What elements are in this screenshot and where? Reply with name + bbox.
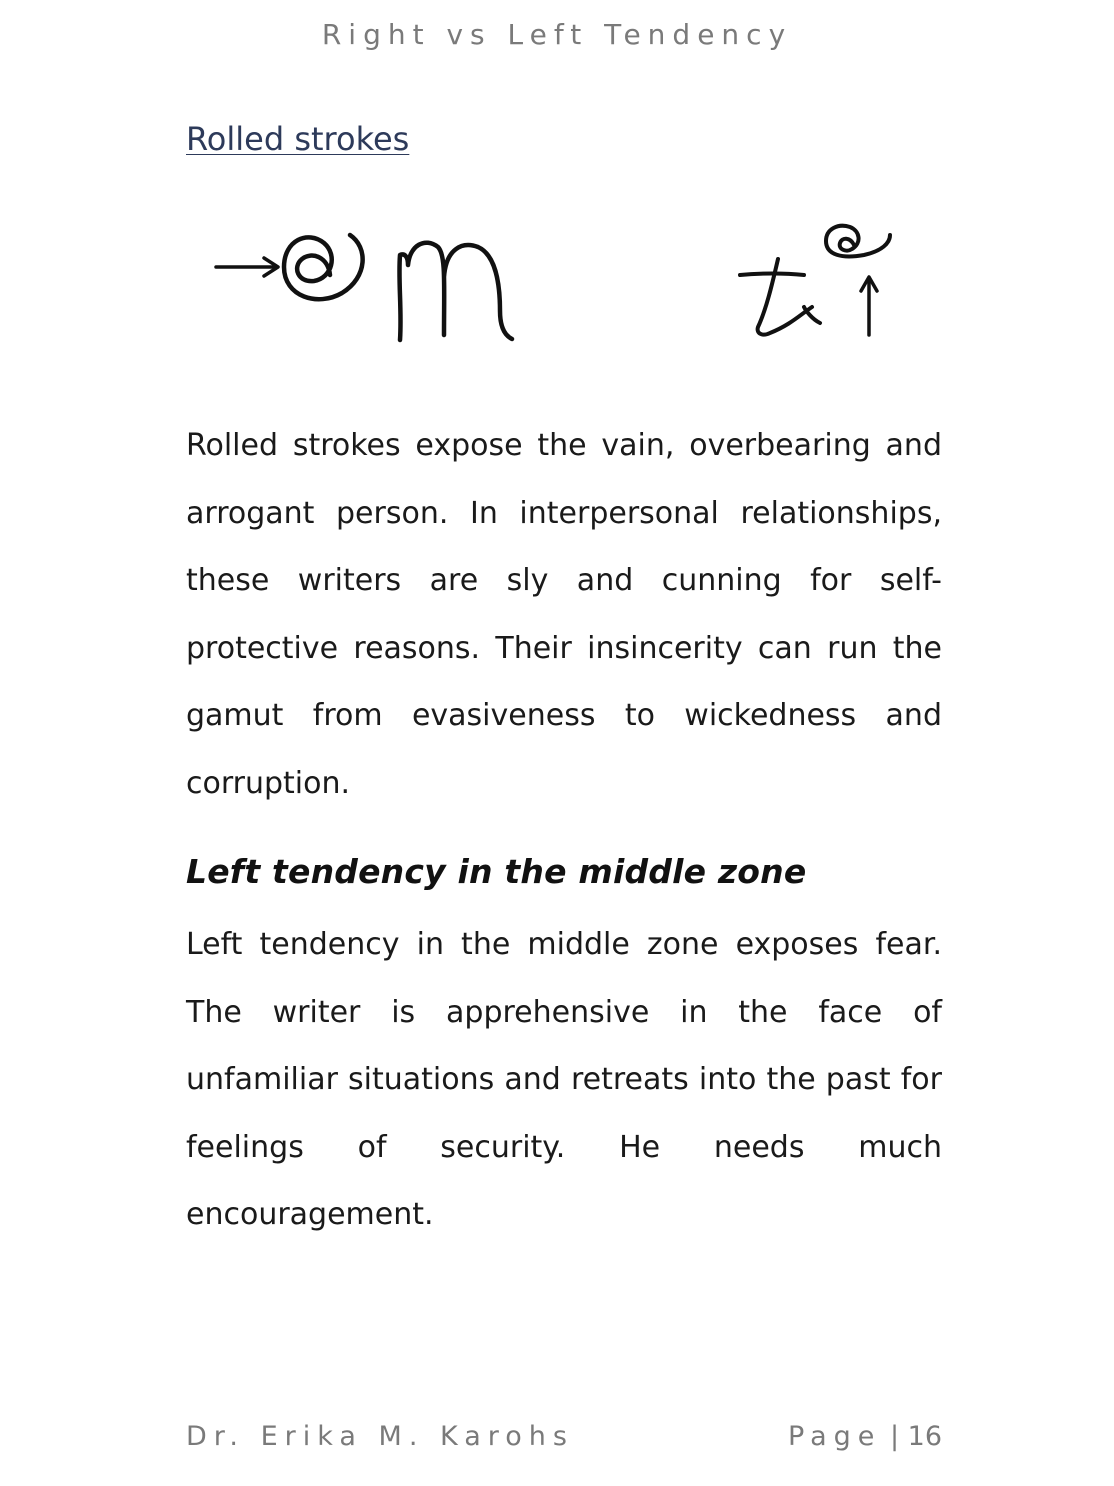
rolled-strokes-paragraph: Rolled strokes expose the vain, overbearing and arrogant person. In interpersonal relationships, these writers are sly and cunning for self-protective reasons. Their insincerity can run the gamut from evasiveness to wickedness and corruption.: [186, 428, 942, 801]
footer-page-label: Page: [788, 1421, 882, 1452]
footer-page-number: [788, 1421, 942, 1452]
running-header: Right vs Left Tendency: [321, 18, 793, 51]
handwriting-illustration: [200, 215, 920, 360]
up-arrow-icon: [861, 277, 877, 335]
footer-page-separator: |: [881, 1421, 908, 1452]
right-arrow-icon: [216, 258, 278, 276]
left-tendency-paragraph: Left tendency in the middle zone exposes fear. The writer is apprehensive in the face of unfamiliar situations and retreats into the past for feelings of security. He needs much encouragement.: [186, 927, 942, 1232]
footer-author: Dr. Erika M. Karohs: [186, 1421, 574, 1452]
rolled-strokes-link[interactable]: Rolled strokes: [186, 120, 410, 158]
left-tendency-heading: Left tendency in the middle zone: [186, 852, 807, 891]
footer-page-value: 16: [907, 1421, 942, 1452]
rolled-stroke-om-sample: [284, 235, 512, 340]
